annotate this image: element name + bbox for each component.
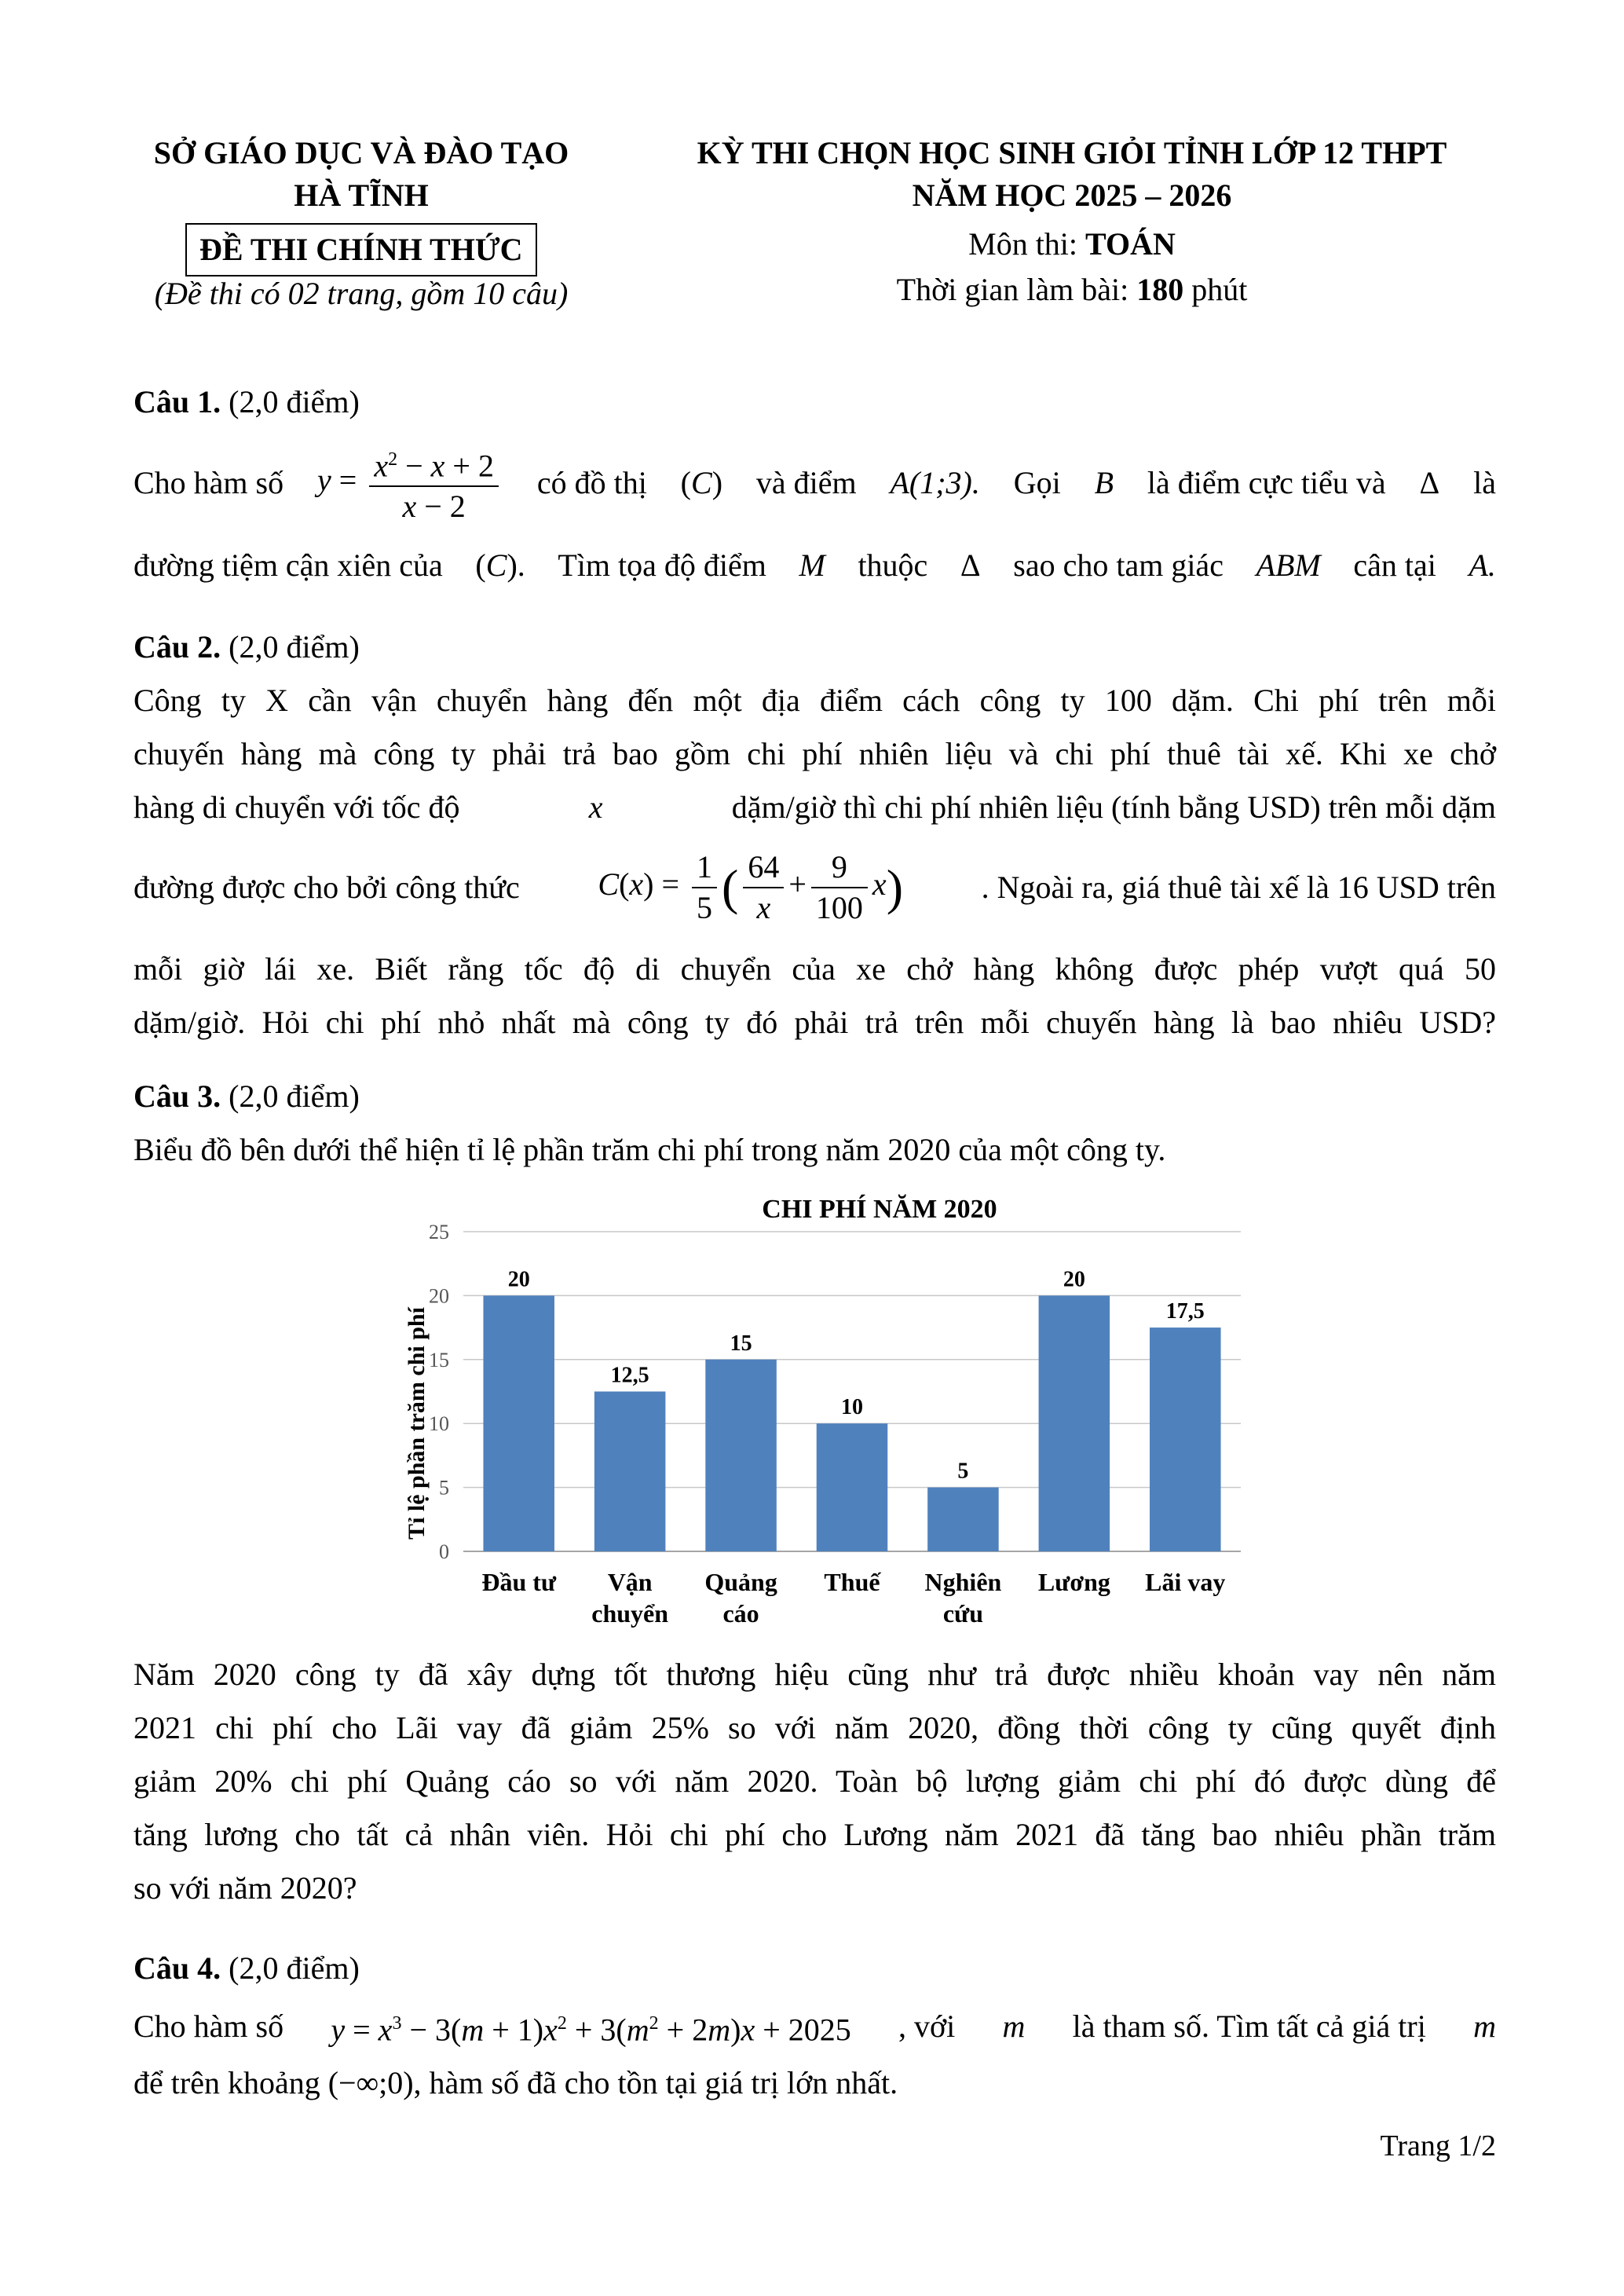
y-tick-label: 10 (429, 1412, 449, 1436)
bar-value-label: 20 (507, 1267, 530, 1292)
x-category-label: Đầu tư (481, 1568, 557, 1596)
bar-value-label: 10 (841, 1395, 863, 1420)
x-category-label: Thuế (824, 1568, 880, 1596)
subject-line: Môn thi: TOÁN (968, 226, 1176, 262)
y-tick-label: 20 (429, 1284, 449, 1308)
q3-intro: Biểu đồ bên dưới thể hiện tỉ lệ phần trăm chi phí trong năm 2020 của một công ty. (134, 1132, 1166, 1167)
y-tick-label: 0 (439, 1540, 449, 1563)
x-category-label: chuyển (591, 1599, 669, 1628)
y-tick-label: 25 (429, 1221, 449, 1243)
q4-title: Câu 4. (2,0 điểm) (134, 1950, 360, 1986)
bar-value-label: 5 (957, 1459, 969, 1484)
bar (483, 1295, 554, 1551)
bar (927, 1488, 999, 1551)
page-number: Trang 1/2 (1380, 2129, 1496, 2162)
x-category-label: Quảng (704, 1568, 777, 1596)
department-name: SỞ GIÁO DỤC VÀ ĐÀO TẠO (153, 135, 569, 170)
x-category-label: cáo (722, 1599, 759, 1628)
time-line: Thời gian làm bài: 180 phút (896, 272, 1248, 307)
q1-line2: đường tiệm cận xiên của (C). Tìm tọa độ điểm M thuộc Δ sao cho tam giác ABM cân tại A. (134, 547, 1496, 583)
pages-note: (Đề thi có 02 trang, gồm 10 câu) (154, 276, 569, 311)
bar (1039, 1295, 1110, 1551)
q3-title: Câu 3. (2,0 điểm) (134, 1078, 360, 1114)
bar-value-label: 15 (730, 1331, 752, 1356)
bar-value-label: 20 (1063, 1267, 1085, 1292)
x-category-label: Lãi vay (1145, 1568, 1226, 1596)
q4-line1: Cho hàm số $y = x^3 - 3(m + 1)x^2 + 3(m^2 + 2m)x + 2025$ , với m là tham số. Tìm tất cả giá trị m (134, 2009, 1496, 2048)
chart-title: CHI PHÍ NĂM 2020 (762, 1195, 997, 1224)
y-tick-label: 5 (439, 1476, 449, 1500)
bar (1150, 1327, 1221, 1551)
y-tick-label: 15 (429, 1348, 449, 1371)
x-category-label: Vận (607, 1568, 653, 1596)
province-name: HÀ TĨNH (294, 178, 429, 213)
x-category-label: Nghiên (924, 1568, 1002, 1596)
bar (594, 1392, 666, 1552)
q3-body: Năm 2020 công ty đã xây dựng tốt thương hiệu cũng như trả được nhiều khoản vay nên năm 2021 chi phí cho Lãi vay đã giảm 25% so với năm 2020, đồng thời công ty cũng quyết định giảm 20% chi phí Quảng cáo so với năm 2020. Toàn bộ lượng giảm chi phí đó được dùng để tăng lương cho tất cả nhân viên. Hỏi chi phí cho Lương năm 2021 đã tăng bao nhiêu phần trăm so với năm 2020? (134, 1657, 1496, 1906)
bar (705, 1360, 777, 1551)
cost-bar-chart (377, 1178, 1272, 1650)
bar-value-label: 12,5 (610, 1363, 649, 1388)
y-axis-label: Tỉ lệ phần trăm chi phí (404, 1307, 430, 1540)
q2-body: Công ty X cần vận chuyển hàng đến một địa điểm cách công ty 100 dặm. Chi phí trên mỗi chuyến hàng mà công ty phải trả bao gồm chi phí nhiên liệu và chi phí thuê tài xế. Khi xe chở hàng di chuyển với tốc độ x dặm/giờ thì chi phí nhiên liệu (tính bằng USD) trên mỗi dặm (134, 683, 1496, 825)
x-category-label: cứu (942, 1599, 984, 1628)
official-exam-badge: ĐỀ THI CHÍNH THỨC (185, 223, 537, 276)
q2-body-end: mỗi giờ lái xe. Biết rằng tốc độ di chuyển của xe chở hàng không được phép vượt quá 50 dặm/giờ. Hỏi chi phí nhỏ nhất mà công ty đó phải trả trên mỗi chuyến hàng là bao nhiêu USD? (134, 951, 1496, 1040)
q2-title: Câu 2. (2,0 điểm) (134, 629, 360, 665)
q2-formula-line: đường được cho bởi công thức C(x) = $\frac{1}{5}$ ( $\frac{64}{x}$ + $\frac{9}{100}$ x) . Ngoài ra, giá thuê tài xế là 16 USD trên (134, 849, 1496, 925)
q4-line2: để trên khoảng (−∞;0), hàm số đã cho tồn tại giá trị lớn nhất. (134, 2065, 898, 2100)
bar (817, 1423, 888, 1551)
q1-title: Câu 1. (2,0 điểm) (134, 384, 360, 419)
exam-title: KỲ THI CHỌN HỌC SINH GIỎI TỈNH LỚP 12 THPT (697, 135, 1447, 170)
bar-value-label: 17,5 (1165, 1299, 1205, 1324)
x-category-label: Lương (1037, 1568, 1110, 1596)
q1-line1: Cho hàm số y = $\frac{x^2 - x + 2}{x - 2}$ có đồ thị (C) và điểm A(1;3). Gọi B là điểm cực tiểu và Δ là (134, 440, 1496, 526)
school-year: NĂM HỌC 2025 – 2026 (912, 178, 1232, 213)
